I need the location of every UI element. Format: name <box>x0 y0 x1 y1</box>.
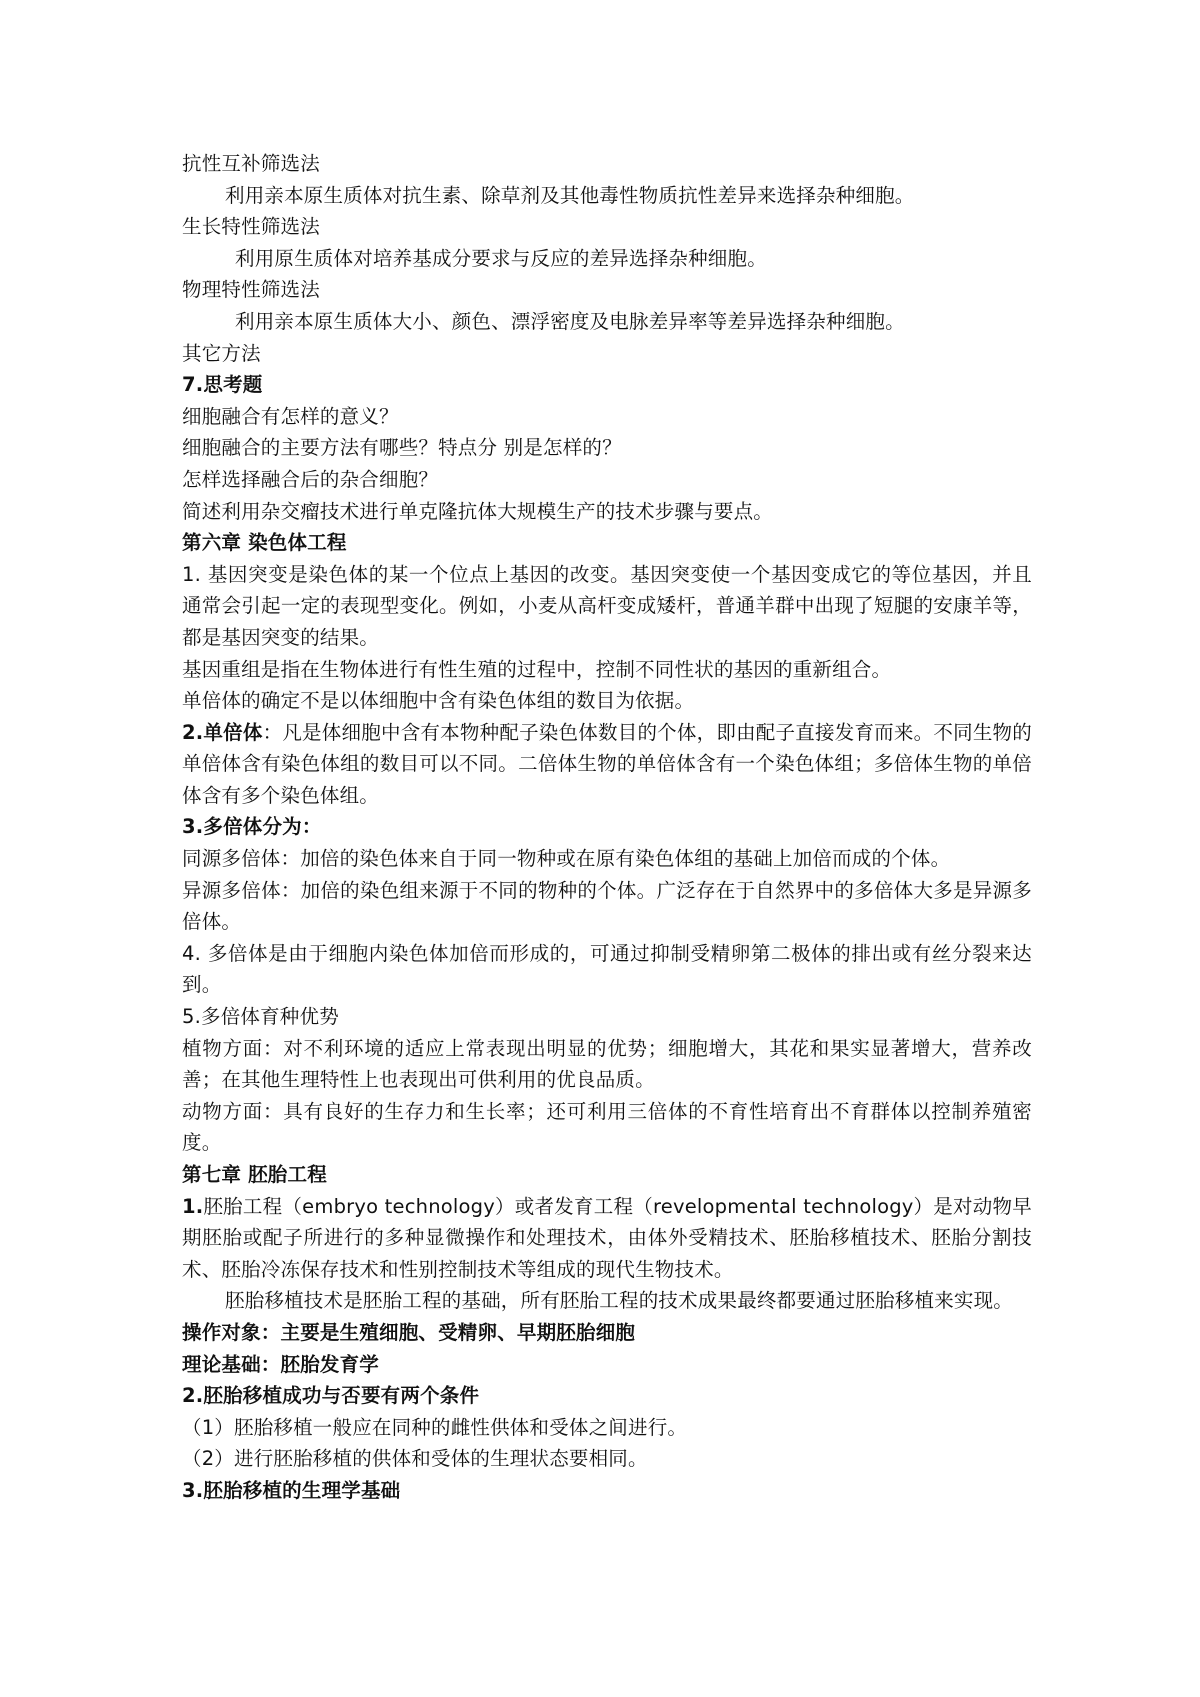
transfer-condition-2: （2）进行胚胎移植的供体和受体的生理状态要相同。 <box>182 1447 648 1471</box>
physical-method-text: 利用亲本原生质体大小、颜色、漂浮密度及电脉差异率等差异选择杂种细胞。 <box>235 309 905 333</box>
transfer-physiology-heading: 3.胚胎移植的生理学基础 <box>182 1478 401 1502</box>
embryo-engineering-definition <box>182 1191 1032 1286</box>
other-method-title: 其它方法 <box>182 341 261 365</box>
questions-heading: 7.思考题 <box>182 373 263 397</box>
embryo-def-text: 胚胎工程（embryo technology）或者发育工程（revelopmental technology）是对动物早期胚胎或配子所进行的多种显微操作和处理技术，由体外受精技术、胚胎移植技术、胚胎分割技术、胚胎冷冻保存技术和性别控制技术等组成的现代生物技术。 <box>182 1194 1032 1281</box>
embryo-transfer-basis: 胚胎移植技术是胚胎工程的基础，所有胚胎工程的技术成果最终都要通过胚胎移植来实现。 <box>225 1289 1014 1313</box>
theoretical-basis: 理论基础：胚胎发育学 <box>182 1352 380 1376</box>
growth-method-text: 利用原生质体对培养基成分要求与反应的差异选择杂种细胞。 <box>235 246 767 270</box>
haploid-text: ：凡是体细胞中含有本物种配子染色体数目的个体，即由配子直接发育而来。不同生物的单倍体含有染色体组的数目可以不同。二倍体生物的单倍体含有一个染色体组；多倍体生物的单倍体含有多个染色体组。 <box>182 720 1032 807</box>
chapter-7-title: 第七章 胚胎工程 <box>182 1163 327 1186</box>
operation-target: 操作对象：主要是生殖细胞、受精卵、早期胚胎细胞 <box>182 1320 636 1344</box>
polyploid-breeding-heading: 5.多倍体育种优势 <box>182 1005 339 1029</box>
growth-method-title: 生长特性筛选法 <box>182 215 320 239</box>
animal-advantages: 动物方面：具有良好的生存力和生长率；还可利用三倍体的不育性培育出不育群体以控制养殖密度。 <box>182 1099 1032 1155</box>
question-1: 细胞融合有怎样的意义？ <box>182 404 399 428</box>
allopolyploid-definition: 异源多倍体：加倍的染色组来源于不同的物种的个体。广泛存在于自然界中的多倍体大多是异源多倍体。 <box>182 878 1032 934</box>
resistance-method-text: 利用亲本原生质体对抗生素、除草剂及其他毒性物质抗性差异来选择杂种细胞。 <box>225 183 915 207</box>
haploid-definition <box>182 717 1032 812</box>
question-2: 细胞融合的主要方法有哪些？特点分 别是怎样的？ <box>182 436 622 460</box>
autopolyploid-definition: 同源多倍体：加倍的染色体来自于同一物种或在原有染色体组的基础上加倍而成的个体。 <box>182 847 951 871</box>
polyploid-types-heading: 3.多倍体分为： <box>182 815 322 839</box>
question-4: 简述利用杂交瘤技术进行单克隆抗体大规模生产的技术步骤与要点。 <box>182 499 774 523</box>
embryo-def-label: 1. <box>182 1194 204 1218</box>
question-3: 怎样选择融合后的杂合细胞？ <box>182 467 439 491</box>
document-page <box>182 148 1032 1507</box>
chapter-6-title: 第六章 染色体工程 <box>182 531 347 555</box>
transfer-conditions-heading: 2.胚胎移植成功与否要有两个条件 <box>182 1384 480 1408</box>
chapter-6-paragraph-1: 1. 基因突变是染色体的某一个位点上基因的改变。基因突变使一个基因变成它的等位基因，并且通常会引起一定的表现型变化。例如，小麦从高杆变成矮杆，普通羊群中出现了短腿的安康羊等，都是基因突变的结果。 <box>182 562 1032 649</box>
resistance-method-title: 抗性互补筛选法 <box>182 152 320 175</box>
physical-method-title: 物理特性筛选法 <box>182 278 320 302</box>
polyploid-formation: 4. 多倍体是由于细胞内染色体加倍而形成的，可通过抑制受精卵第二极体的排出或有丝分裂来达到。 <box>182 941 1032 997</box>
plant-advantages: 植物方面：对不利环境的适应上常表现出明显的优势；细胞增大，其花和果实显著增大，营养改善；在其他生理特性上也表现出可供利用的优良品质。 <box>182 1036 1032 1092</box>
transfer-condition-1: （1）胚胎移植一般应在同种的雌性供体和受体之间进行。 <box>182 1415 688 1439</box>
chapter-6-paragraph-3: 单倍体的确定不是以体细胞中含有染色体组的数目为依据。 <box>182 689 695 713</box>
haploid-label: 2.单倍体 <box>182 720 263 744</box>
chapter-6-paragraph-2: 基因重组是指在生物体进行有性生殖的过程中，控制不同性状的基因的重新组合。 <box>182 657 892 681</box>
